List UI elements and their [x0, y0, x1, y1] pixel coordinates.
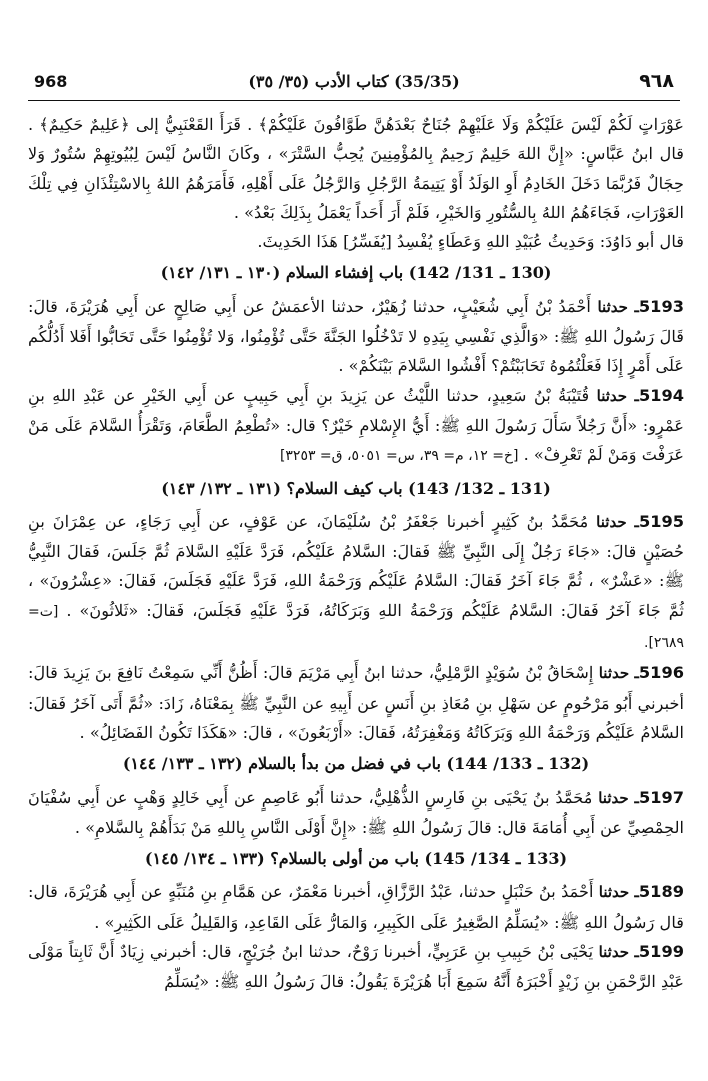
- hadith-marker: ـ حدثنا: [596, 386, 639, 405]
- chapter-heading: (131 ـ 132/ 143) باب كيف السلام؟ (١٣١ ـ ١٣٢/ ١٤٣): [161, 478, 551, 498]
- hadith-paragraph: [28, 292, 684, 381]
- hadith-text: أَحْمَدُ بنُ حَنْبَلٍ حدثنا، عَبْدُ الرَّزَّاقِ، أخبرنا مَعْمَرٌ، عن هَمَّامِ بنِ مُنَبِّهٍ عن أَبِي هُرَيْرَةَ، قال: قال رَسُولُ اللهِ ﷺ: «يُسَلِّمُ الصَّغِيرُ عَلَى الكَبِيرِ، وَالمَارُّ عَلَى القَاعِدِ، وَالقَلِيلُ عَلَى الكَثِيرِ» .: [28, 882, 684, 932]
- hadith-number: 5193: [638, 296, 684, 316]
- hadith-number: 5199: [638, 942, 684, 962]
- hadith-paragraph: [28, 381, 684, 472]
- hadith-marker: ـ حدثنا: [596, 512, 639, 531]
- chapter-heading: (130 ـ 131/ 142) باب إفشاء السلام (١٣٠ ـ ١٣١/ ١٤٢): [160, 263, 552, 283]
- page-body: [28, 110, 684, 997]
- hadith-text: قُتَيْبَةُ بْنُ سَعِيدٍ، حدثنا اللَّيْثُ عن يَزِيدَ بنِ أَبِي حَبِيبٍ عن أَبِي الخَيْرِ عن عَبْدِ اللهِ بنِ عَمْرٍو: «أَنَّ رَجُلاً سَأَلَ رَسُولَ اللهِ ﷺ: أَيُّ الإِسْلامِ خَيْرٌ؟ قال: «تُطْعِمُ الطَّعَامَ، وَتَقْرَأُ السَّلامَ عَلَى مَنْ عَرَفْتَ وَمَنْ لَمْ تَعْرِفْ» .: [28, 385, 684, 465]
- page-number-latin: 968: [34, 72, 68, 91]
- hadith-marker: ـ حدثنا: [598, 943, 639, 962]
- header-rule: [28, 100, 680, 101]
- hadith-paragraph: [28, 658, 684, 747]
- cross-reference: [خ= ١٢، م= ٣٩، س= ٥٠٥١، ق= ٣٢٥٣]: [279, 448, 519, 465]
- chapter-heading: (133 ـ 134/ 145) باب من أولى بالسلام؟ (١٣٣ ـ ١٣٤/ ١٤٥): [144, 849, 568, 869]
- hadith-marker: ـ حدثنا: [598, 883, 639, 902]
- hadith-number: 5194: [638, 385, 684, 405]
- hadith-text: مُحَمَّدُ بنُ كَثِيرٍ أخبرنا جَعْفَرُ بْنُ سُلَيْمَانَ، عن عَوْفٍ، عن أَبِي رَجَاءٍ، عن عِمْرَانَ بنِ حُصَيْنٍ قالَ: «جَاءَ رَجُلٌ إِلَى النَّبِيِّ ﷺ فَقالَ: السَّلامُ عَلَيْكُم، فَرَدَّ عَلَيْهِ السَّلامَ ثُمَّ جَلَسَ، فَقالَ النَّبِيُّ ﷺ: «عَشْرٌ» ، ثُمَّ جَاءَ آخَرُ فَقالَ: السَّلامُ عَلَيْكُم وَرَحْمَةُ اللهِ، فَرَدَّ عَلَيْهِ فَجَلَسَ، فَقالَ: «عِشْرُونَ» ، ثُمَّ جَاءَ آخَرُ فَقالَ: السَّلامُ عَلَيْكُم وَرَحْمَةُ اللهِ وَبَرَكَاتُهُ، فَرَدَّ عَلَيْهِ فَجَلَسَ، فَقالَ: «ثَلاثُونَ» .: [28, 511, 684, 620]
- hadith-text: يَحْيَى بْنُ حَبِيبِ بنِ عَرَبِيٍّ، أخبرنا رَوْحٌ، حدثنا ابنُ جُرَيْجٍ، قال: أخبرني زِيَادٌ أَنَّ ثَابِتاً مَوْلَى عَبْدِ الرَّحْمَنِ بنِ زَيْدٍ أَخْبَرَهُ أَنَّهُ سَمِعَ أَبَا هُرَيْرَةَ يَقُولُ: قالَ رَسُولُ اللهِ ﷺ: «يُسَلِّمُ: [28, 942, 684, 992]
- hadith-text: أَحْمَدُ بْنُ أَبِي شُعَيْبٍ، حدثنا زُهَيْرٌ، حدثنا الأعمَشُ عن أَبِي صَالِحٍ عن أَبِي هُرَيْرَةَ، قالَ: قَالَ رَسُولُ اللهِ ﷺ: «وَالَّذِي نَفْسِي بِيَدِهِ لا تَدْخُلُوا الجَنَّةَ حَتَّى تُؤْمِنُوا، وَلا تُؤْمِنُوا حَتَّى تَحَابُّوا أَفَلا أَدُلُّكُم عَلَى أَمْرٍ إِذَا فَعَلْتُمُوهُ تَحَابَبْتُمْ؟ أَفْشُوا السَّلامَ بَيْنَكُمْ» .: [28, 296, 684, 376]
- running-title: (35/35) كتاب الأدب (٣٥/ ٣٥): [248, 72, 460, 91]
- hadith-number: 5197: [638, 787, 684, 807]
- hadith-number: 5196: [638, 663, 684, 683]
- hadith-marker: ـ حدثنا: [597, 297, 639, 316]
- hadith-paragraph: [28, 507, 684, 658]
- paragraph: عَوْرَاتٍ لَكُمْ لَيْسَ عَلَيْكُمْ وَلَا عَلَيْهِمْ جُنَاحٌ بَعْدَهُنَّ طَوَّافُونَ عَلَيْكُمْ﴾ . قَرَأَ القَعْنَبِيُّ إلى ﴿عَلِيمٌ حَكِيمٌ﴾ . قال ابنُ عَبَّاسٍ: «إِنَّ اللهَ حَلِيمٌ رَحِيمٌ بِالمُؤْمِنِينَ يُحِبُّ السَّتْرَ» ، وكَانَ النَّاسُ لَيْسَ لِبُيُوتِهِمْ سُتُورٌ وَلا حِجَالٌ فَرُبَّمَا دَخَلَ الخَادِمُ أَوِ الوَلَدُ أَوْ يَتِيمَةُ الرَّجُلِ وَالرَّجُلُ عَلَى أَهْلِهِ، فَأَمَرَهُمُ اللهُ بِالاسْتِئْذَانِ فِي تِلْكَ العَوْرَاتِ، فَجَاءَهُمُ اللهُ بِالسُّتُورِ وَالخَيْرِ، فَلَمْ أَرَ أَحَداً يَعْمَلُ بِذَلِكَ بَعْدُ» .: [28, 115, 684, 222]
- hadith-paragraph: [28, 937, 684, 997]
- hadith-marker: ـ حدثنا: [598, 664, 639, 683]
- paragraph: قال أبو دَاوُدَ: وَحَدِيثُ عُبَيْدِ اللهِ وَعَطَاءٍ يُفْسِدُ [يُفَسِّرُ] هَذَا الحَدِيثَ.: [257, 232, 684, 252]
- hadith-paragraph: [28, 877, 684, 937]
- hadith-number: 5195: [638, 511, 684, 531]
- hadith-number: 5189: [638, 882, 684, 902]
- hadith-text: مُحَمَّدُ بنُ يَحْيَى بنِ فَارِسٍ الذُّهْلِيُّ، حدثنا أَبُو عَاصِمٍ عن أَبِي خَالِدٍ وَهْبٍ عن أَبِي سُفْيَانَ الحِمْصِيِّ عن أَبِي أُمَامَةَ قال: قالَ رَسُولُ اللهِ ﷺ: «إِنَّ أَوْلَى النَّاسِ بِاللهِ مَنْ بَدَأَهُمْ بِالسَّلامِ» .: [28, 787, 684, 837]
- hadith-marker: ـ حدثنا: [598, 788, 639, 807]
- chapter-heading: (132 ـ 133/ 144) باب في فضل من بدأ بالسلام (١٣٢ ـ ١٣٣/ ١٤٤): [122, 754, 590, 774]
- hadith-paragraph: [28, 783, 684, 843]
- cross-reference: [ت= ٢٦٨٩].: [28, 603, 684, 652]
- page-number-arabic: ٩٦٨: [639, 70, 674, 92]
- page-header: [28, 70, 680, 100]
- hadith-text: إِسْحَاقُ بْنُ سُوَيْدٍ الرَّمْلِيُّ، حدثنا ابنُ أَبِي مَرْيَمَ قالَ: أَظُنُّ أَنِّي سَمِعْتُ نَافِعَ بنَ يَزِيدَ قالَ: أخبرني أَبُو مَرْحُومٍ عن سَهْلِ بنِ مُعَاذِ بنِ أَنَسٍ عن أَبِيهِ عن النَّبِيِّ ﷺ بِمَعْنَاهُ، زَادَ: «ثُمَّ أَتَى آخَرُ فَقالَ: السَّلامُ عَلَيْكُم وَرَحْمَةُ اللهِ وَبَرَكَاتُهُ وَمَغْفِرَتُهُ، فَقالَ: «أَرْبَعُونَ» ، قالَ: «هَكَذَا تَكُونُ الفَضَائِلُ» .: [28, 663, 684, 742]
